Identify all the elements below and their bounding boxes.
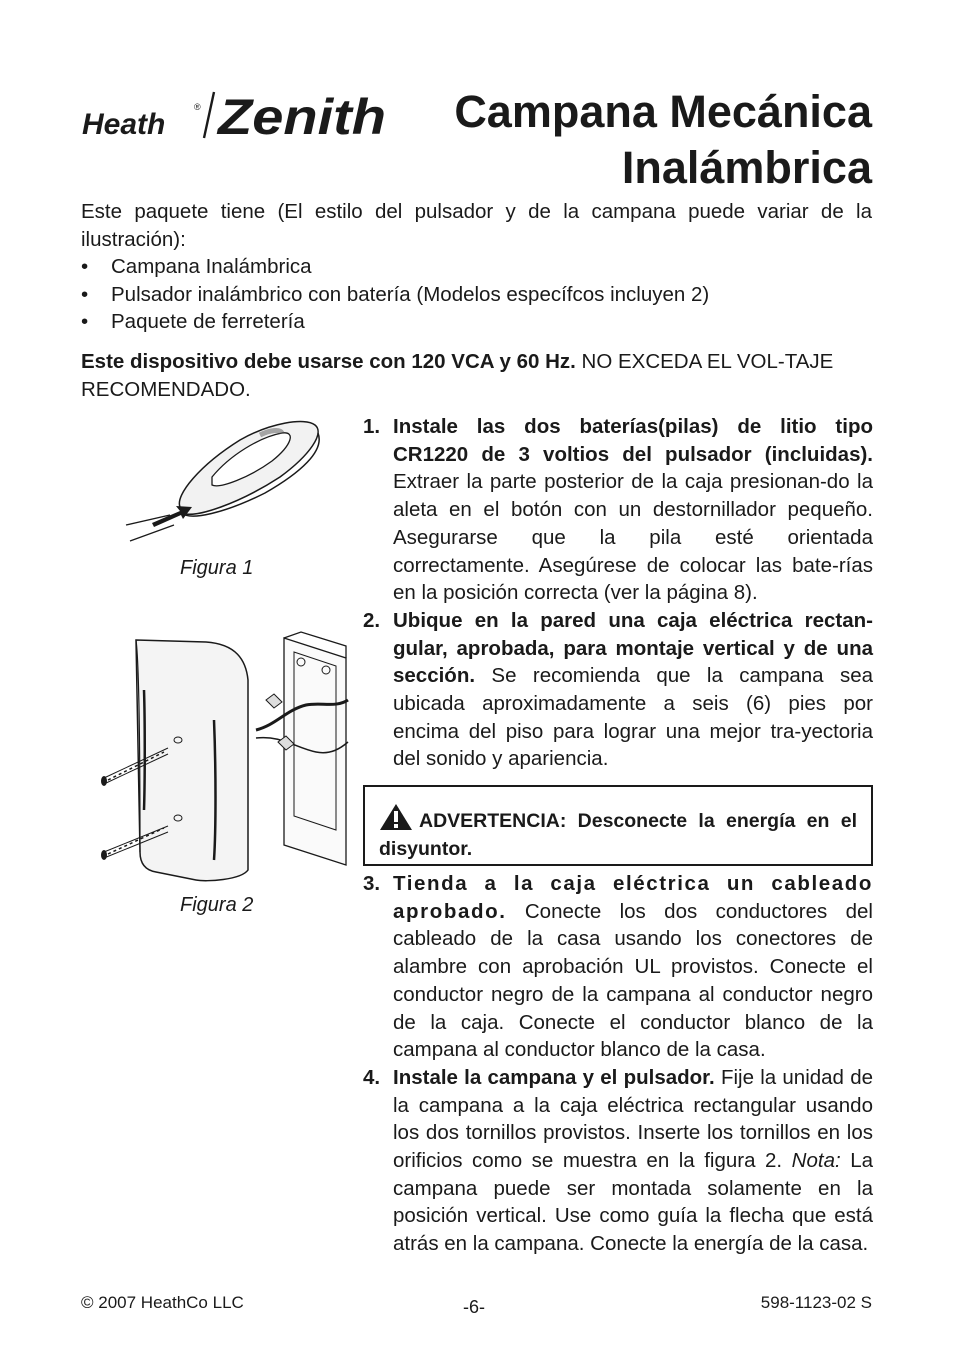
step-text: Fije la unidad de la campana a la caja eléctrica rectangular usando los dos tornillos provistos. Inserte los tornillos en los orificios como se muestra en la figura 2. — [393, 1065, 873, 1173]
step-heading: Instale las dos baterías(pilas) de litio tipo CR1220 de 3 voltios del pulsador (incluidas). — [393, 415, 873, 466]
voltage-bold: Este dispositivo debe usarse con 120 VCA y 60 Hz. — [81, 350, 576, 373]
installation-steps-part-1 — [363, 413, 873, 773]
step-3 — [363, 870, 873, 1064]
voltage-notice — [81, 348, 872, 403]
installation-steps-part-2 — [363, 870, 873, 1258]
note-text: La campana puede ser montada solamente en la posición vertical. Use como guía la flecha que está atrás en la campana. Conecte la energía de la casa. — [393, 1149, 873, 1256]
step-2 — [363, 607, 873, 773]
warning-triangle-icon — [379, 803, 413, 831]
chime-mounting-drawing — [96, 630, 356, 890]
figure-2-illustration — [96, 630, 356, 890]
document-number: 598-1123-02 S — [760, 1293, 872, 1312]
brand-name-left: Heath — [82, 108, 166, 140]
figure-2-caption: Figura 2 — [180, 894, 254, 916]
copyright: © 2007 HeathCo LLC — [81, 1293, 244, 1312]
title-line-2: Inalámbrica — [621, 142, 872, 193]
step-number: 2. — [363, 608, 381, 632]
warning-text: ADVERTENCIA: Desconecte la energía en el disyuntor. — [379, 810, 857, 860]
contents-list — [81, 253, 872, 336]
step-text: Se recomienda que la campana sea ubicada aproximadamente a seis (6) pies por encima del piso para lograr una mejor tra-yectoria del sonido y apariencia. — [393, 664, 873, 771]
step-number: 3. — [363, 872, 381, 895]
list-item: • Paquete de ferretería — [81, 308, 872, 336]
step-number: 1. — [363, 415, 381, 438]
step-text: Conecte los dos conductores del cableado de la casa usando los conectores de alambre con aprobación UL provistos. Conecte el conductor negro de la campana al conductor negro de la caja. Conecte el conductor blanco de la campana al conductor blanco de la casa. — [393, 899, 873, 1062]
voltage-rest: NO EXCEDA EL VOL-TAJE RECOMENDADO. — [81, 350, 834, 401]
step-heading: Ubique en la pared una caja eléctrica rectan-gular, aprobada, para montaje vertical y de una sección. — [393, 608, 873, 688]
brand-name-right: Zenith — [215, 89, 386, 140]
intro-text: Este paquete tiene (El estilo del pulsador y de la campana puede variar de la ilustración): — [81, 200, 872, 251]
title-line-1: Campana Mecánica — [454, 86, 872, 137]
push-button-drawing — [120, 415, 330, 550]
step-number: 4. — [363, 1065, 381, 1089]
step-text: Extraer la parte posterior de la caja presionan-do la aleta en el botón con un destornillador pequeño. Asegurarse que la pila esté orientada correctamente. Asegúrese de colocar las bate-rías en la posición correcta (ver la página 8). — [393, 470, 873, 605]
page-title — [454, 84, 872, 196]
registered-mark: ® — [194, 102, 201, 112]
heath-zenith-logo — [80, 88, 390, 140]
step-heading: Tienda a la caja eléctrica un cableado aprobado. — [393, 872, 873, 923]
note-label: Nota: — [791, 1149, 841, 1173]
list-item: • Pulsador inalámbrico con batería (Modelos específcos incluyen 2) — [81, 281, 872, 309]
list-item: • Campana Inalámbrica — [81, 253, 872, 281]
step-4 — [363, 1064, 873, 1258]
step-heading: Instale la campana y el pulsador. — [393, 1065, 715, 1089]
warning-box — [363, 785, 873, 866]
page-number: -6- — [463, 1297, 485, 1317]
step-1 — [363, 413, 873, 607]
brand-logo-mark — [80, 88, 390, 140]
figure-1-illustration — [120, 415, 330, 550]
figure-1-caption: Figura 1 — [180, 557, 254, 579]
package-contents — [81, 198, 872, 336]
logo-divider — [204, 92, 214, 138]
